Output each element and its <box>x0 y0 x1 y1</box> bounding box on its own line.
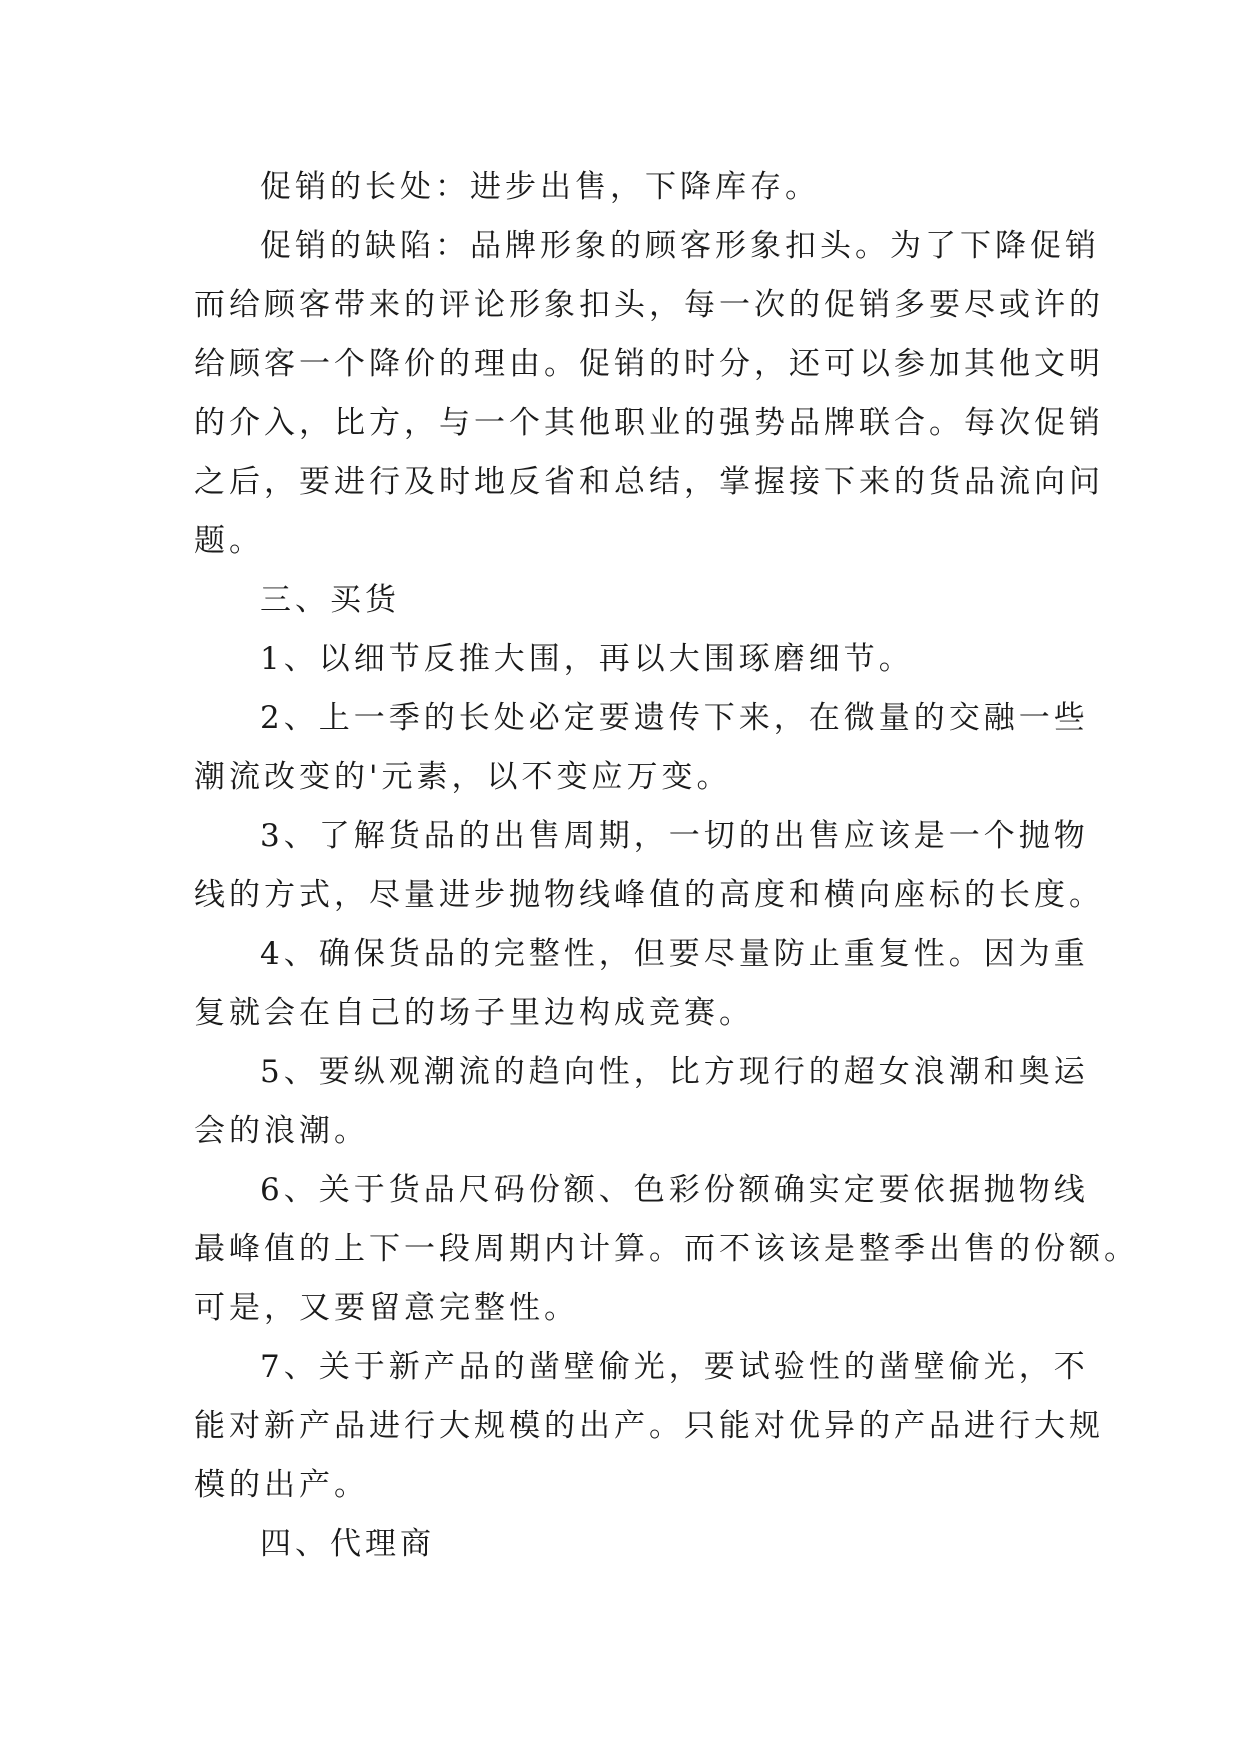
text-line: 4、确保货品的完整性，但要尽量防止重复性。因为重 <box>260 936 1089 972</box>
text-line: 之后，要进行及时地反省和总结，掌握接下来的货品流向问 <box>194 464 1104 500</box>
text-line: 5、要纵观潮流的趋向性，比方现行的超女浪潮和奥运 <box>260 1054 1089 1090</box>
text-line: 6、关于货品尺码份额、色彩份额确实定要依据抛物线 <box>260 1172 1089 1208</box>
text-line: 7、关于新产品的凿壁偷光，要试验性的凿壁偷光，不 <box>260 1349 1089 1385</box>
text-line: 潮流改变的'元素，以不变应万变。 <box>194 759 732 795</box>
text-line: 促销的长处：进步出售，下降库存。 <box>260 169 820 205</box>
text-line: 可是，又要留意完整性。 <box>194 1290 579 1326</box>
paragraph-item-6 <box>194 1161 1139 1338</box>
paragraph-item-4 <box>194 925 1089 1043</box>
paragraph-item-2 <box>194 689 1089 807</box>
text-line: 2、上一季的长处必定要遗传下来，在微量的交融一些 <box>260 700 1089 736</box>
section-heading: 三、买货 <box>260 582 400 618</box>
text-line: 会的浪潮。 <box>194 1113 369 1149</box>
text-line: 3、了解货品的出售周期，一切的出售应该是一个抛物 <box>260 818 1089 854</box>
text-line: 最峰值的上下一段周期内计算。而不该该是整季出售的份额。 <box>194 1231 1139 1267</box>
text-line: 而给顾客带来的评论形象扣头，每一次的促销多要尽或许的 <box>194 287 1104 323</box>
text-line: 给顾客一个降价的理由。促销的时分，还可以参加其他文明 <box>194 346 1104 382</box>
text-line: 题。 <box>194 523 264 559</box>
text-line: 模的出产。 <box>194 1467 369 1503</box>
text-line: 能对新产品进行大规模的出产。只能对优异的产品进行大规 <box>194 1408 1104 1444</box>
text-line: 的介入，比方，与一个其他职业的强势品牌联合。每次促销 <box>194 405 1104 441</box>
paragraph-item-5 <box>194 1043 1089 1161</box>
section-heading-buying <box>194 571 1054 630</box>
text-line: 促销的缺陷：品牌形象的顾客形象扣头。为了下降促销 <box>260 228 1100 264</box>
section-heading-agents <box>194 1515 1054 1574</box>
text-line: 线的方式，尽量进步抛物线峰值的高度和横向座标的长度。 <box>194 877 1104 913</box>
section-heading: 四、代理商 <box>260 1526 435 1562</box>
text-line: 1、以细节反推大围，再以大围琢磨细节。 <box>260 641 914 677</box>
document-page <box>194 158 1139 1574</box>
paragraph-promotion-disadvantage <box>194 217 1104 571</box>
paragraph-item-3 <box>194 807 1104 925</box>
paragraph-promotion-advantage <box>194 158 1054 217</box>
paragraph-item-7 <box>194 1338 1104 1515</box>
text-line: 复就会在自己的场子里边构成竞赛。 <box>194 995 754 1031</box>
paragraph-item-1 <box>194 630 1054 689</box>
